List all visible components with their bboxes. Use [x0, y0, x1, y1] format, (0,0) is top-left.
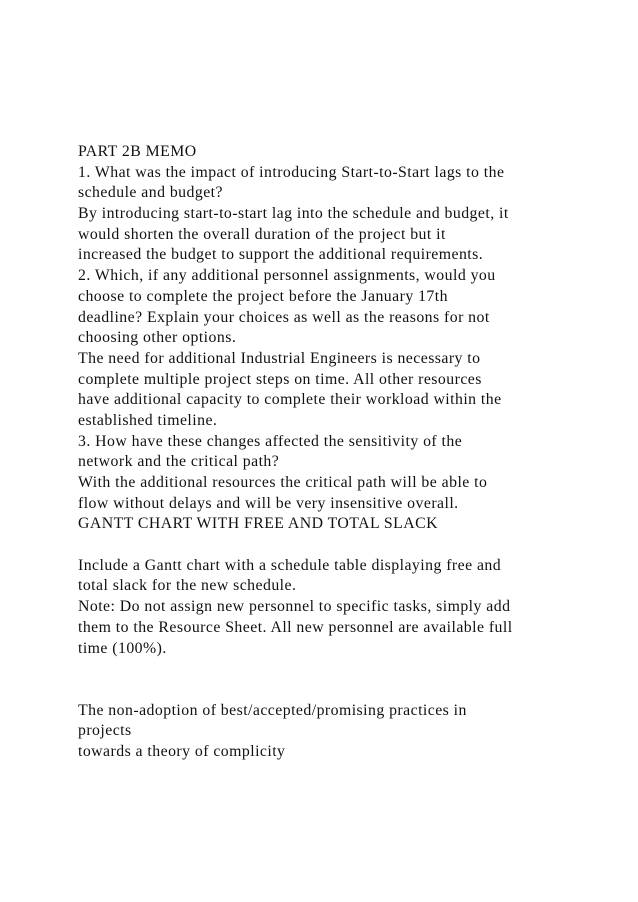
- article-title-line-2: projects: [78, 722, 132, 740]
- note-line-2: them to the Resource Sheet. All new personnel are available full: [78, 618, 513, 636]
- question-1-line-1: 1. What was the impact of introducing Start-to-Start lags to the: [78, 163, 505, 181]
- memo-title: PART 2B MEMO: [78, 143, 197, 160]
- blank-line: [78, 659, 598, 680]
- answer-2-line-4: established timeline.: [78, 411, 218, 429]
- question-2-line-3: deadline? Explain your choices as well as the reasons for not: [78, 308, 490, 326]
- question-2-line-2: choose to complete the project before the January 17th: [78, 287, 448, 305]
- answer-1-line-2: would shorten the overall duration of the project but it: [78, 225, 446, 243]
- article-title-line-1: The non-adoption of best/accepted/promising practices in: [78, 701, 467, 719]
- answer-3-line-2: flow without delays and will be very insensitive overall.: [78, 494, 459, 512]
- answer-2-line-3: have additional capacity to complete their workload within the: [78, 391, 502, 409]
- instruction-line-2: total slack for the new schedule.: [78, 577, 297, 595]
- note-line-1: Note: Do not assign new personnel to specific tasks, simply add: [78, 598, 511, 616]
- question-3-line-1: 3. How have these changes affected the sensitivity of the: [78, 432, 463, 450]
- question-2-line-1: 2. Which, if any additional personnel assignments, would you: [78, 267, 496, 285]
- article-subtitle: towards a theory of complicity: [78, 742, 286, 760]
- blank-line: [78, 680, 598, 701]
- blank-line: [78, 535, 598, 556]
- answer-1-line-3: increased the budget to support the additional requirements.: [78, 246, 484, 264]
- question-1-line-2: schedule and budget?: [78, 184, 223, 202]
- answer-2-line-2: complete multiple project steps on time. All other resources: [78, 370, 482, 388]
- answer-1-line-1: By introducing start-to-start lag into the schedule and budget, it: [78, 205, 509, 223]
- instruction-line-1: Include a Gantt chart with a schedule table displaying free and: [78, 556, 502, 574]
- note-line-3: time (100%).: [78, 639, 167, 657]
- answer-2-line-1: The need for additional Industrial Engineers is necessary to: [78, 349, 481, 367]
- memo-text-block: [78, 142, 598, 763]
- question-2-line-4: choosing other options.: [78, 329, 237, 347]
- gantt-heading: GANTT CHART WITH FREE AND TOTAL SLACK: [78, 515, 438, 533]
- answer-3-line-1: With the additional resources the critical path will be able to: [78, 474, 488, 491]
- question-3-line-2: network and the critical path?: [78, 453, 280, 471]
